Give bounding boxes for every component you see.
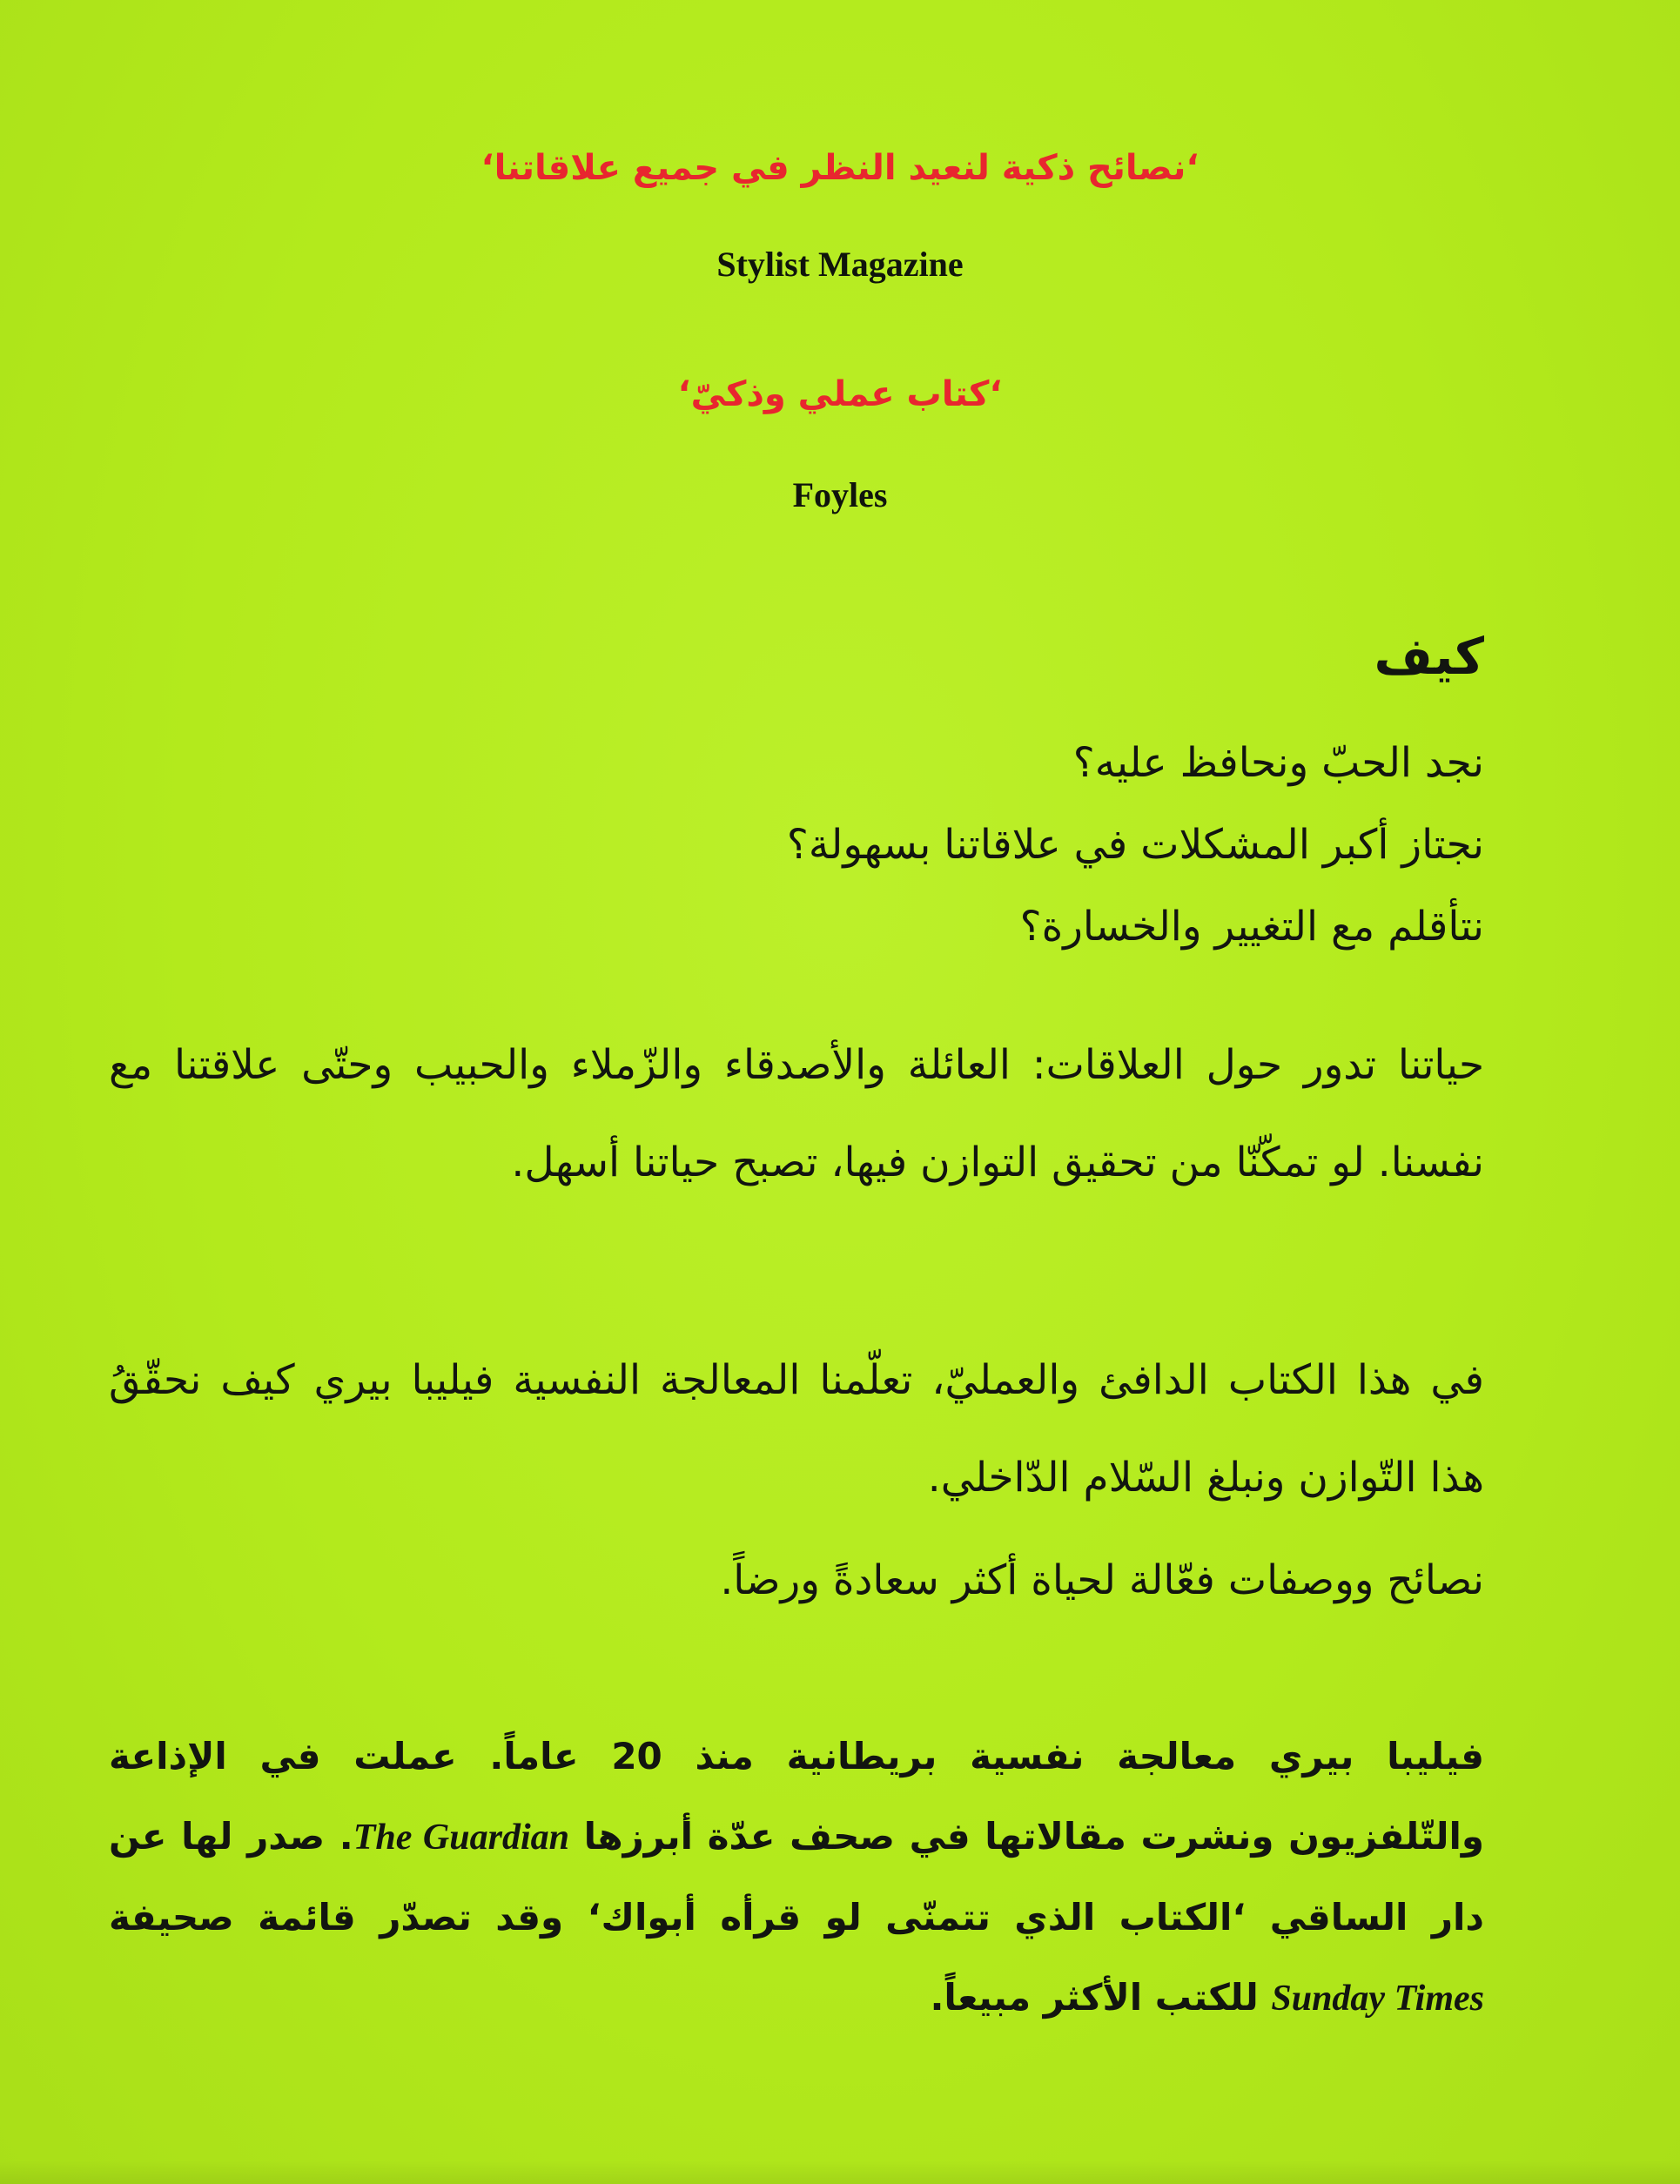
review-source-foyles: Foyles	[792, 475, 888, 514]
bestseller-list-name: Sunday Times	[1271, 1979, 1484, 2019]
blurb-paragraph-book: في هذا الكتاب الدافئ والعمليّ، تعلّمنا المعالجة النفسية فيليبا بيري كيف نحقّقُ هذا التّوازن ونبلغ السّلام الدّاخلي.	[109, 1356, 1484, 1502]
blurb-paragraph-tips: نصائح ووصفات فعّالة لحياة أكثر سعادةً ورضاً.	[720, 1556, 1484, 1604]
author-bio	[109, 1717, 1484, 2039]
review-quote-foyles: ‘كتاب عملي وذكيّ‘	[677, 374, 1003, 414]
author-bio-text: فيليبا بيري معالجة نفسية بريطانية منذ 20 عاماً. عملت في الإذاعة والتّلفزيون ونشرت مقالاتها في صحف عدّة أبرزها	[109, 1735, 1484, 1858]
newspaper-name: The Guardian	[353, 1818, 569, 1858]
review-quote-stylist: ‘نصائح ذكية لنعيد النظر في جميع علاقاتنا‘	[480, 148, 1200, 188]
review-source-stylist: Stylist Magazine	[716, 245, 964, 284]
question-item: نجد الحبّ ونحافظ عليه؟	[1072, 739, 1484, 787]
blurb-paragraph-relationships: حياتنا تدور حول العلاقات: العائلة والأصدقاء والزّملاء والحبيب وحتّى علاقتنا مع نفسنا. لو تمكّنّا من تحقيق التوازن فيها، تصبح حياتنا أسهل.	[109, 1041, 1484, 1186]
question-item: نتأقلم مع التغيير والخسارة؟	[1019, 903, 1484, 951]
author-bio-text: . صدر لها عن دار الساقي ‘الكتاب الذي تتمنّى لو قرأه أبواك‘ وقد تصدّر قائمة صحيفة	[109, 1815, 1484, 1939]
blurb-heading: كيف	[1374, 627, 1484, 686]
cover-edge-shadow	[0, 2160, 1680, 2184]
question-item: نجتاز أكبر المشكلات في علاقاتنا بسهولة؟	[786, 821, 1484, 869]
question-list	[109, 722, 1484, 968]
author-bio-text: للكتب الأكثر مبيعاً.	[930, 1976, 1259, 2019]
